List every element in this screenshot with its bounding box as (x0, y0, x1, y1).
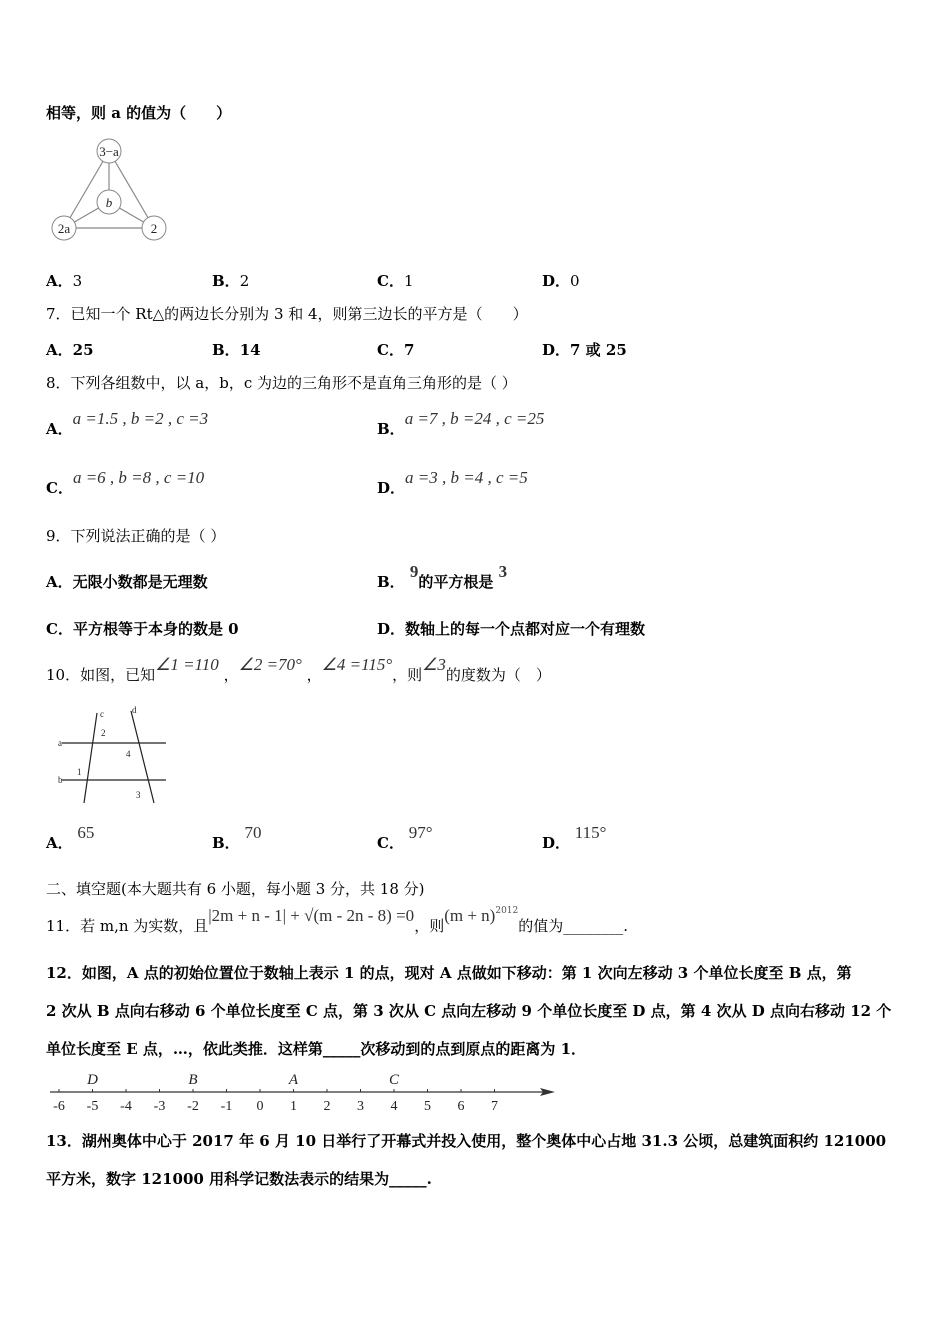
point-label: C (388, 1072, 400, 1088)
svg-text:3: 3 (136, 790, 141, 800)
tick-label: -2 (187, 1099, 199, 1114)
svg-text:b: b (58, 775, 63, 785)
option-c: C．1 (377, 272, 414, 290)
svg-text:c: c (100, 709, 104, 719)
tick-label: 2 (323, 1099, 331, 1114)
tick-label: -4 (120, 1099, 132, 1114)
option-a: A．3 (46, 272, 83, 290)
q12-line: 2 次从 B 点向右移动 6 个单位长度至 C 点，第 3 次从 C 点向左移动 9 个单位长度至 D 点，第 4 次从 D 点向右移动 12 个 (46, 1002, 892, 1020)
svg-text:1: 1 (77, 767, 82, 777)
option-d: D． 115° (542, 823, 607, 852)
option-c: C．平方根等于本身的数是 0 (46, 620, 239, 638)
tick-label: 1 (290, 1099, 297, 1114)
q12-line: 12．如图，A 点的初始位置位于数轴上表示 1 的点，现对 A 点做如下移动：第 1 次向左移动 3 个单位长度至 B 点，第 (46, 964, 852, 982)
option-b: B． 70 (212, 823, 262, 852)
tick-label: 7 (491, 1099, 498, 1114)
q10-stem: 10．如图，已知∠1 =110 ，∠2 =70° ，∠4 =115°，则∠3的度数为（ ） (46, 655, 551, 684)
option-b: B．14 (212, 341, 261, 359)
option-d: D．a =3 , b =4 , c =5 (377, 468, 528, 497)
q12-line: 单位长度至 E 点，…，依此类推．这样第_____次移动到的点到原点的距离为 1． (46, 1040, 587, 1058)
option-c: C． 97° (377, 823, 433, 852)
option-a: A．25 (46, 341, 94, 359)
node-right: 2 (150, 221, 158, 236)
tick-label: 4 (390, 1099, 398, 1114)
tick-label: -5 (86, 1099, 99, 1114)
section-heading: 二、填空题(本大题共有 6 小题，每小题 3 分，共 18 分) (46, 880, 425, 898)
q6-stem: 相等，则 a 的值为（ ） (46, 104, 232, 122)
number-line-figure (40, 1062, 560, 1114)
svg-text:4: 4 (126, 749, 131, 759)
option-a: A．无限小数都是无理数 (46, 573, 208, 591)
svg-text:a: a (58, 738, 62, 748)
point-label: B (188, 1072, 198, 1088)
svg-text:2: 2 (101, 728, 106, 738)
option-d: D．0 (542, 272, 580, 290)
q6-triangle-figure (46, 138, 172, 246)
node-top: 3−a (99, 144, 119, 159)
option-a: A． 65 (46, 823, 95, 852)
option-a: A．a =1.5 , b =2 , c =3 (46, 409, 209, 438)
q9-stem: 9．下列说法正确的是（ ） (46, 527, 226, 545)
option-c: C．7 (377, 341, 415, 359)
option-b: B．a =7 , b =24 , c =25 (377, 409, 545, 438)
tick-label: -3 (153, 1099, 166, 1114)
svg-text:d: d (132, 705, 137, 715)
tick-label: -6 (53, 1099, 65, 1114)
point-label: D (87, 1072, 98, 1088)
q13-line: 13．湖州奥体中心于 2017 年 6 月 10 日举行了开幕式并投入使用，整个奥体中心占地 31.3 公顷，总建筑面积约 121000 (46, 1132, 887, 1150)
node-left: 2a (57, 221, 71, 236)
option-b: B． 9的平方根是 3 (377, 562, 508, 591)
option-c: C．a =6 , b =8 , c =10 (46, 468, 205, 497)
tick-label: 5 (424, 1099, 431, 1114)
q10-parallel-lines-figure (46, 703, 176, 808)
option-b: B．2 (212, 272, 250, 290)
tick-label: 3 (357, 1099, 364, 1114)
tick-label: -1 (220, 1099, 233, 1114)
option-d: D．7 或 25 (542, 341, 627, 359)
tick-label: 0 (256, 1099, 264, 1114)
node-center: b (105, 195, 113, 210)
point-label: A (288, 1072, 299, 1088)
q8-stem: 8．下列各组数中，以 a，b，c 为边的三角形不是直角三角形的是（ ） (46, 374, 517, 392)
q13-line: 平方米，数字 121000 用科学记数法表示的结果为_____. (46, 1170, 432, 1188)
tick-label: 6 (457, 1099, 465, 1114)
option-d: D．数轴上的每一个点都对应一个有理数 (377, 620, 646, 638)
q11-stem: 11．若 m,n 为实数，且|2m + n - 1| + √(m - 2n - 8) =0，则$(m + n)^{2012}$的值为________. (46, 906, 629, 935)
q7-stem: 7．已知一个 Rt△的两边长分别为 3 和 4，则第三边长的平方是（ ） (46, 305, 528, 323)
